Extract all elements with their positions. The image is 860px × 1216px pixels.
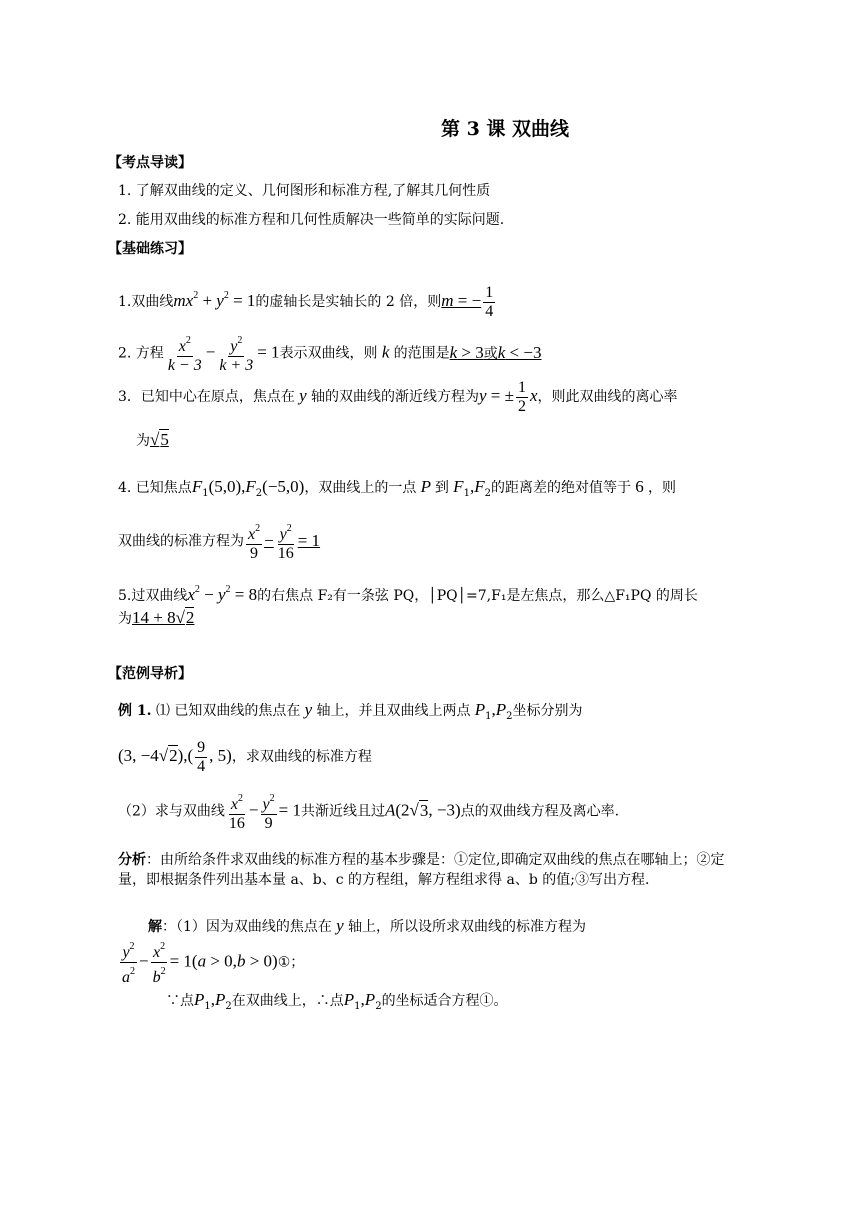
question-2: 2. 方程 $\frac{x^2}{k - 3}$ − $\frac{y^2}{k + 3}$ = 1表示双曲线，则 k 的范围是k > 3或k < −3 xyxy=(118,332,541,375)
solution-equation: $\frac{y^2}{a^2}$ − $\frac{x^2}{b^2}$ = 1(a > 0,b > 0)①； xyxy=(118,938,304,987)
question-4-line2: 双曲线的标准方程为 $\frac{x^2}{9}$ − $\frac{y^2}{16}$ = 1 xyxy=(118,520,320,563)
question-4: 4. 已知焦点$F_1(5,0),F_2(-5,0)$，双曲线上的一点 P 到 $F_1,F_2$的距离差的绝对值等于 6 ，则 xyxy=(118,477,676,499)
kaodian-item-2: 2. 能用双曲线的标准方程和几何性质解决一些简单的实际问题. xyxy=(118,212,505,228)
page-title: 第 3 课 双曲线 xyxy=(440,118,570,140)
example-1-points: (3, −4√2),( $\frac{9}{4}$ , 5)，求双曲线的标准方程 xyxy=(118,738,372,775)
kaodian-item-1: 1. 了解双曲线的定义、几何图形和标准方程,了解其几何性质 xyxy=(118,183,491,199)
solution-line1: 解：（1）因为双曲线的焦点在 y 轴上，所以设所求双曲线的标准方程为 xyxy=(148,916,586,935)
question-1: 1.双曲线$mx^2 + y^2 = 1$的虚轴长是实轴长的 2 倍，则m = − $\frac{1}{4}$ xyxy=(118,283,494,320)
section-fanli: 【范例导析】 xyxy=(108,666,192,682)
solution-line3: ∵点$P_1,P_2$在双曲线上，∴点$P_1,P_2$的坐标适合方程①。 xyxy=(166,990,508,1012)
section-jichu: 【基础练习】 xyxy=(108,241,192,257)
analysis: 分析：由所给条件求双曲线的标准方程的基本步骤是：①定位,即确定双曲线的焦点在哪轴上；②定量，即根据条件列出基本量 a、b、c 的方程组，解方程组求得 a、b 的值;③写出方程. xyxy=(118,852,725,888)
section-kaodian: 【考点导读】 xyxy=(108,155,192,171)
example-1-part2: （2）求与双曲线 $\frac{x^2}{16}$ − $\frac{y^2}{9}$ = 1共渐近线且过A(2√3, −3)点的双曲线方程及离心率. xyxy=(118,790,619,833)
question-5-answer: 为14 + 8√2 xyxy=(118,608,195,627)
question-5: 5.过双曲线$x^2 - y^2 = 8$的右焦点 F₂有一条弦 PQ，│PQ│=7,F₁是左焦点，那么△F₁PQ 的周长 xyxy=(118,584,698,604)
question-3-answer: 为√5 xyxy=(136,430,169,449)
example-1-part1: 例 1. ⑴ 已知双曲线的焦点在 y 轴上，并且双曲线上两点 $P_1,P_2$坐标分别为 xyxy=(118,700,583,722)
question-3: 3．已知中心在原点，焦点在 y 轴的双曲线的渐近线方程为y = ± $\frac{1}{2}$ x，则此双曲线的离心率 xyxy=(118,378,678,415)
